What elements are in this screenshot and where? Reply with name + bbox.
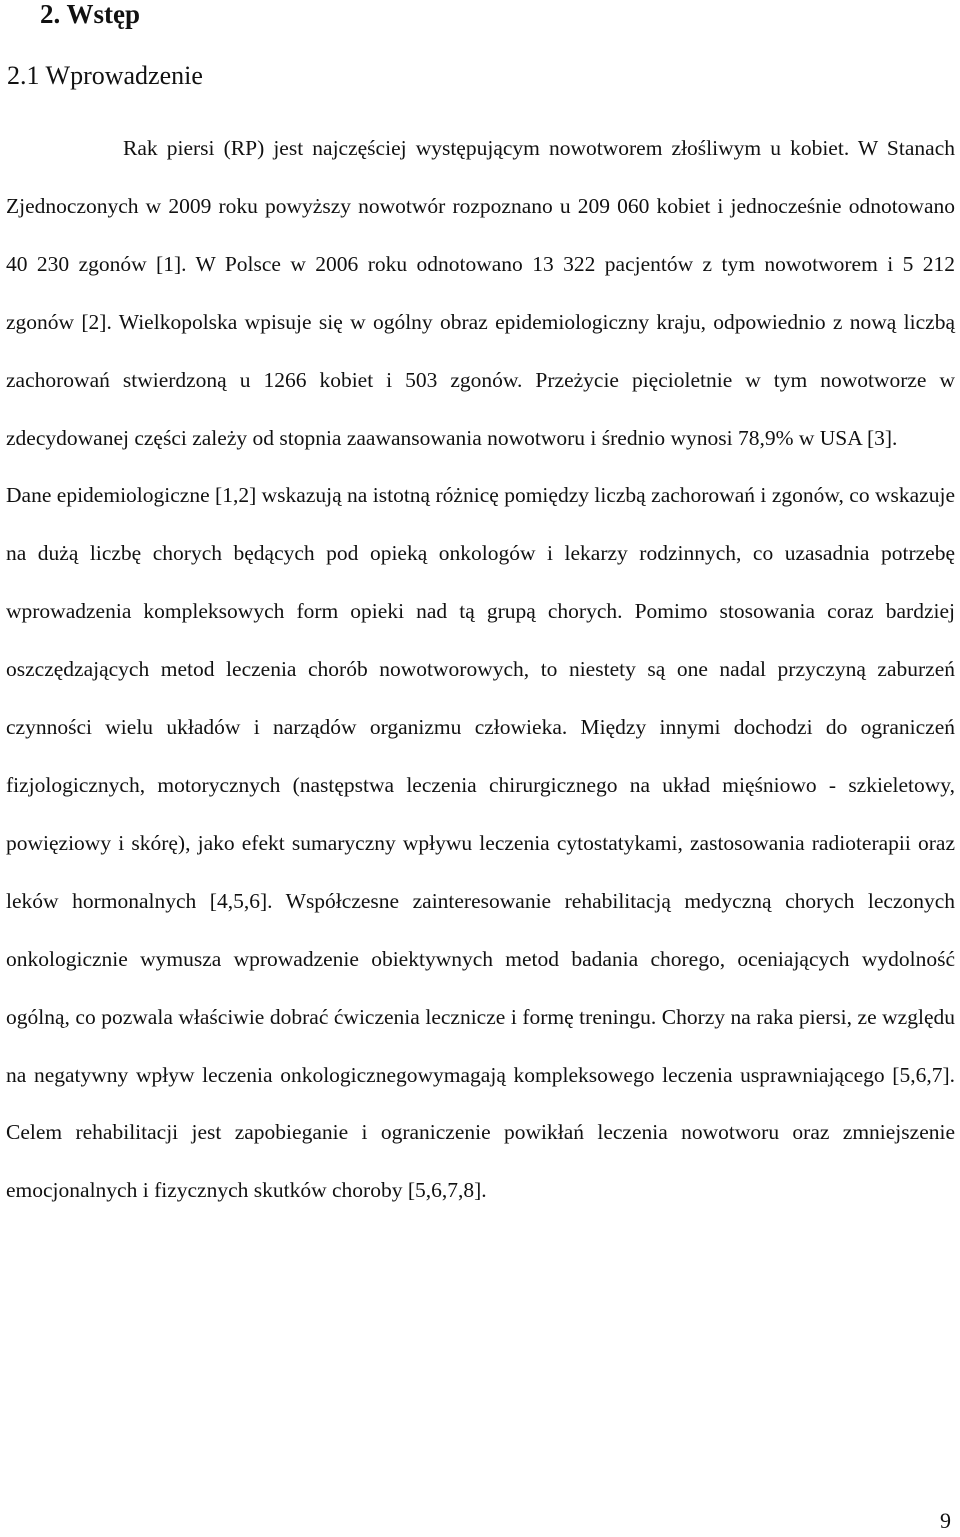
paragraph-epidemiology-rehabilitation: Dane epidemiologiczne [1,2] wskazują na istotną różnicę pomiędzy liczbą zachorowań i zgonów, co wskazuje na dużą liczbę chorych będących pod opieką onkologów i lekarzy rodzinnych, co uzasadnia potrzebę wprowadzenia kompleksowych form opieki nad tą grupą chorych. Pomimo stosowania coraz bardziej oszczędzających metod leczenia chorób nowotworowych, to niestety są one nadal przyczyną zaburzeń czynności wielu układów i narządów organizmu człowieka. Między innymi dochodzi do ograniczeń fizjologicznych, motorycznych (następstwa leczenia chirurgicznego na układ mięśniowo - szkieletowy, powięziowy i skórę), jako efekt sumaryczny wpływu leczenia cytostatykami, zastosowania radioterapii oraz leków hormonalnych [4,5,6]. Współczesne zainteresowanie rehabilitacją medyczną chorych leczonych onkologicznie wymusza wprowadzenie obiektywnych metod badania chorego, oceniających wydolność ogólną, co pozwala właściwie dobrać ćwiczenia lecznicze i formę treningu. Chorzy na raka piersi, ze względu na negatywny wpływ leczenia onkologicznegowymagają kompleksowego leczenia usprawniającego [5,6,7]. Celem rehabilitacji jest zapobieganie i ograniczenie powikłań leczenia nowotworu oraz zmniejszenie emocjonalnych i fizycznych skutków choroby [5,6,7,8]. bbox=[6, 483, 955, 1203]
page-number: 9 bbox=[940, 1508, 951, 1533]
section-title: 2.1 Wprowadzenie bbox=[7, 61, 203, 90]
chapter-title: 2. Wstęp bbox=[40, 0, 141, 29]
body-text bbox=[6, 120, 955, 1220]
paragraph-introduction: Rak piersi (RP) jest najczęściej występującym nowotworem złośliwym u kobiet. W Stanach Zjednoczonych w 2009 roku powyższy nowotwór rozpoznano u 209 060 kobiet i jednocześnie odnotowano 40 230 zgonów [1]. W Polsce w 2006 roku odnotowano 13 322 pacjentów z tym nowotworem i 5 212 zgonów [2]. Wielkopolska wpisuje się w ogólny obraz epidemiologiczny kraju, odpowiednio z nową liczbą zachorowań stwierdzoną u 1266 kobiet i 503 zgonów. Przeżycie pięcioletnie w tym nowotworze w zdecydowanej części zależy od stopnia zaawansowania nowotworu i średnio wynosi 78,9% w USA [3]. bbox=[6, 136, 955, 450]
